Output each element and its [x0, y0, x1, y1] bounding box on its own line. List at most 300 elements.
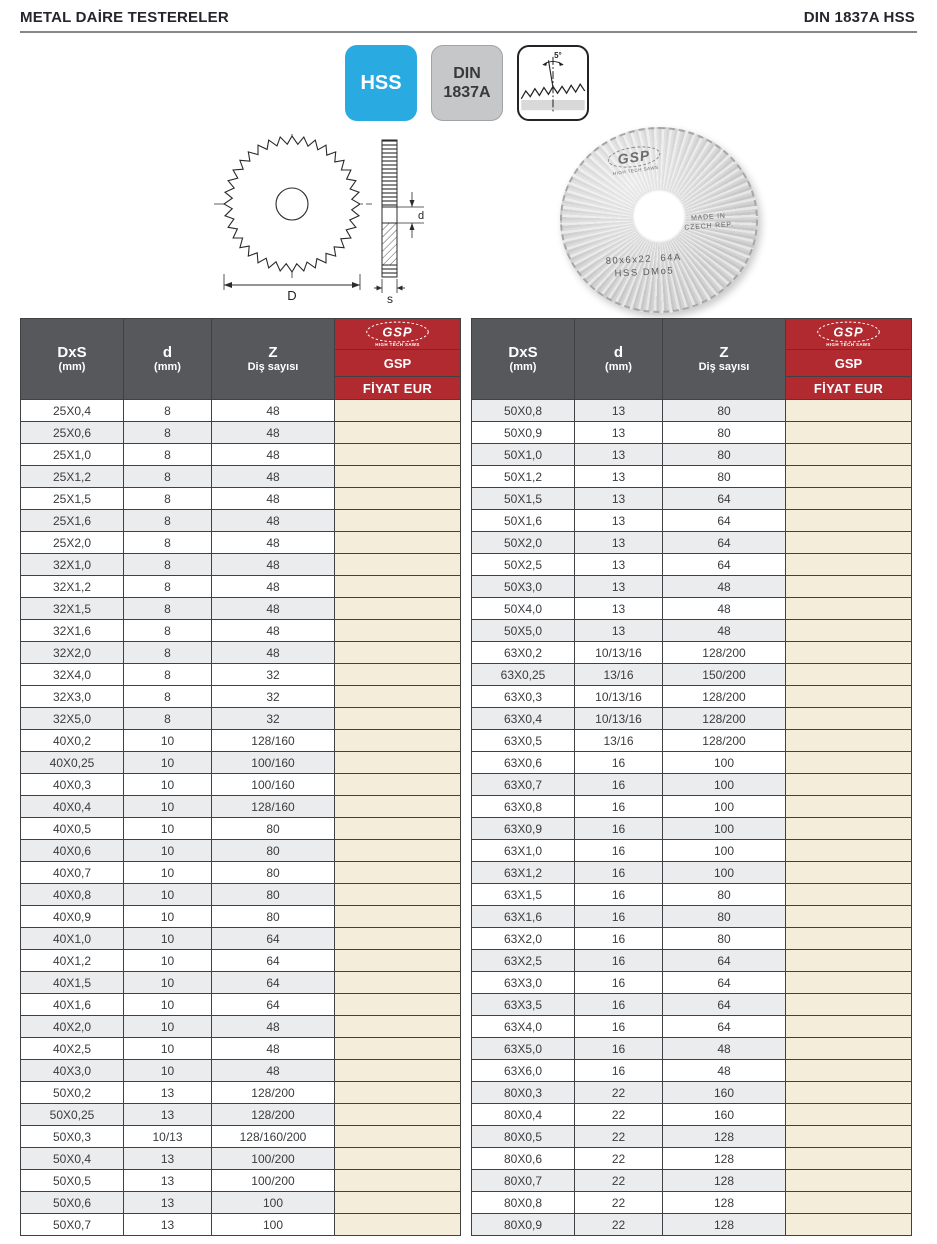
gsp-logo-text: GSP — [606, 143, 661, 170]
dxs-cell: 63X1,2 — [472, 862, 575, 884]
d-cell: 16 — [575, 906, 663, 928]
table-row — [21, 1104, 461, 1126]
dxs-cell: 50X5,0 — [472, 620, 575, 642]
table-row — [472, 1060, 912, 1082]
dxs-cell: 40X0,6 — [21, 840, 124, 862]
dxs-header-unit: (mm) — [509, 361, 537, 373]
z-cell: 64 — [212, 950, 335, 972]
d-cell: 13/16 — [575, 730, 663, 752]
d-cell: 13 — [575, 488, 663, 510]
dxs-cell: 40X0,3 — [21, 774, 124, 796]
table-row — [21, 686, 461, 708]
price-cell — [786, 950, 912, 972]
dxs-cell: 25X0,4 — [21, 400, 124, 422]
dxs-cell: 50X0,3 — [21, 1126, 124, 1148]
size-table-left — [20, 318, 461, 1236]
d-cell: 16 — [575, 972, 663, 994]
z-cell: 48 — [663, 598, 786, 620]
z-cell: 80 — [212, 840, 335, 862]
z-cell: 80 — [212, 906, 335, 928]
col-header-z — [212, 319, 335, 400]
dxs-cell: 40X1,6 — [21, 994, 124, 1016]
gsp-logo-stamp — [606, 143, 662, 176]
size-table-right — [471, 318, 912, 1236]
stamp-subtext: HIGH TECH SAWS — [826, 341, 871, 347]
d-cell: 10/13/16 — [575, 708, 663, 730]
table-row — [472, 730, 912, 752]
col-header-dxs — [21, 319, 124, 400]
z-cell: 80 — [663, 466, 786, 488]
dxs-cell: 63X6,0 — [472, 1060, 575, 1082]
d-cell: 16 — [575, 840, 663, 862]
price-header-cell: FİYAT EUR — [786, 377, 912, 400]
hub-section — [382, 207, 397, 223]
dxs-cell: 32X4,0 — [21, 664, 124, 686]
z-cell: 128/200 — [212, 1104, 335, 1126]
table-row — [472, 928, 912, 950]
brand-header-cell: GSP — [335, 350, 461, 377]
table-row — [472, 862, 912, 884]
dxs-cell: 40X2,0 — [21, 1016, 124, 1038]
d-cell: 10/13 — [124, 1126, 212, 1148]
d-cell: 22 — [575, 1214, 663, 1236]
price-cell — [335, 576, 461, 598]
price-cell — [335, 840, 461, 862]
d-cell: 13 — [124, 1082, 212, 1104]
table-row — [21, 752, 461, 774]
d-cell: 10 — [124, 818, 212, 840]
z-cell: 80 — [212, 884, 335, 906]
d-cell: 10 — [124, 1016, 212, 1038]
dxs-cell: 40X1,2 — [21, 950, 124, 972]
z-cell: 64 — [663, 554, 786, 576]
table-row — [472, 422, 912, 444]
table-row — [21, 1126, 461, 1148]
table-row — [472, 664, 912, 686]
dxs-cell: 63X4,0 — [472, 1016, 575, 1038]
price-cell — [786, 1082, 912, 1104]
z-cell: 80 — [212, 818, 335, 840]
table-row — [472, 400, 912, 422]
dxs-cell: 25X1,5 — [21, 488, 124, 510]
price-cell — [335, 444, 461, 466]
made-in-marking — [683, 211, 734, 232]
price-cell — [786, 1192, 912, 1214]
price-cell — [786, 884, 912, 906]
stamp-subtext: HIGH TECH SAWS — [375, 341, 420, 347]
d-cell: 16 — [575, 752, 663, 774]
dxs-cell: 80X0,6 — [472, 1148, 575, 1170]
z-cell: 48 — [212, 1016, 335, 1038]
dxs-cell: 50X1,5 — [472, 488, 575, 510]
left-table-body — [21, 400, 461, 1236]
z-header-main: Z — [719, 344, 729, 361]
price-cell — [786, 730, 912, 752]
d-arrow-bottom — [410, 223, 415, 230]
d-cell: 8 — [124, 422, 212, 444]
d-cell: 16 — [575, 862, 663, 884]
dxs-header-main: DxS — [57, 344, 87, 361]
table-row — [21, 642, 461, 664]
dim-arrow-left — [224, 282, 232, 288]
header-divider — [20, 31, 917, 33]
dxs-cell: 32X1,2 — [21, 576, 124, 598]
z-cell: 80 — [663, 444, 786, 466]
price-cell — [786, 466, 912, 488]
price-cell — [786, 664, 912, 686]
z-cell: 100 — [212, 1192, 335, 1214]
d-cell: 8 — [124, 532, 212, 554]
dxs-cell: 80X0,9 — [472, 1214, 575, 1236]
price-cell — [335, 884, 461, 906]
z-cell: 128 — [663, 1214, 786, 1236]
z-cell: 48 — [212, 642, 335, 664]
tooth-angle-badge — [517, 45, 589, 121]
d-cell: 8 — [124, 642, 212, 664]
gsp-logo-header-cell — [335, 319, 461, 350]
d-cell: 13 — [575, 400, 663, 422]
dxs-cell: 32X1,5 — [21, 598, 124, 620]
z-cell: 80 — [663, 906, 786, 928]
price-cell — [335, 1170, 461, 1192]
price-cell — [335, 620, 461, 642]
page-title: METAL DAİRE TESTERELER — [20, 9, 229, 26]
z-header-sub: Diş sayısı — [698, 361, 750, 373]
table-row — [21, 444, 461, 466]
d-cell: 10/13/16 — [575, 686, 663, 708]
d-cell: 8 — [124, 488, 212, 510]
spec-size-line: 80x6x22 64A — [605, 252, 683, 267]
z-cell: 128/200 — [663, 642, 786, 664]
d-cell: 13 — [575, 444, 663, 466]
table-row — [21, 576, 461, 598]
price-cell — [335, 708, 461, 730]
price-cell — [335, 862, 461, 884]
z-cell: 100/200 — [212, 1148, 335, 1170]
dxs-cell: 40X0,5 — [21, 818, 124, 840]
price-cell — [335, 642, 461, 664]
gsp-stamp-icon — [335, 320, 460, 348]
dxs-cell: 40X0,8 — [21, 884, 124, 906]
bore-label: d — [418, 210, 425, 222]
price-cell — [786, 686, 912, 708]
d-cell: 13 — [575, 620, 663, 642]
d-header-main: d — [162, 344, 173, 361]
d-cell: 10 — [124, 840, 212, 862]
dxs-cell: 25X0,6 — [21, 422, 124, 444]
price-cell — [335, 730, 461, 752]
price-cell — [786, 1148, 912, 1170]
table-row — [21, 466, 461, 488]
table-row — [472, 642, 912, 664]
z-cell: 48 — [663, 576, 786, 598]
d-cell: 13 — [575, 422, 663, 444]
price-cell — [335, 598, 461, 620]
dxs-cell: 32X1,0 — [21, 554, 124, 576]
table-row — [472, 1214, 912, 1236]
gsp-logo-header-cell — [786, 319, 912, 350]
price-cell — [335, 906, 461, 928]
col-header-d — [124, 319, 212, 400]
hss-badge — [345, 45, 417, 121]
dxs-cell: 40X0,4 — [21, 796, 124, 818]
table-row — [21, 510, 461, 532]
z-cell: 48 — [212, 576, 335, 598]
table-row — [21, 620, 461, 642]
d-header-unit: (mm) — [154, 361, 181, 373]
price-cell — [786, 642, 912, 664]
price-cell — [335, 950, 461, 972]
dxs-cell: 63X0,7 — [472, 774, 575, 796]
rake-line — [548, 60, 553, 87]
price-cell — [335, 1082, 461, 1104]
table-row — [472, 1148, 912, 1170]
d-cell: 13 — [124, 1214, 212, 1236]
d-cell: 22 — [575, 1126, 663, 1148]
d-cell: 8 — [124, 708, 212, 730]
d-cell: 16 — [575, 774, 663, 796]
table-row — [21, 994, 461, 1016]
stamp-text: GSP — [833, 324, 864, 340]
price-cell — [335, 994, 461, 1016]
d-cell: 8 — [124, 576, 212, 598]
dxs-cell: 63X2,0 — [472, 928, 575, 950]
z-cell: 128 — [663, 1148, 786, 1170]
price-cell — [335, 664, 461, 686]
d-cell: 10 — [124, 884, 212, 906]
dxs-cell: 80X0,3 — [472, 1082, 575, 1104]
dxs-cell: 63X0,3 — [472, 686, 575, 708]
table-row — [472, 1170, 912, 1192]
z-cell: 64 — [663, 488, 786, 510]
table-row — [472, 576, 912, 598]
dxs-cell: 63X0,2 — [472, 642, 575, 664]
z-cell: 32 — [212, 664, 335, 686]
d-cell: 22 — [575, 1148, 663, 1170]
d-cell: 8 — [124, 598, 212, 620]
table-row — [21, 950, 461, 972]
dxs-cell: 32X3,0 — [21, 686, 124, 708]
hss-badge-label: HSS — [360, 71, 402, 94]
price-cell — [335, 466, 461, 488]
badge-row — [345, 45, 589, 121]
price-cell — [335, 1016, 461, 1038]
table-row — [472, 906, 912, 928]
price-cell — [786, 774, 912, 796]
z-cell: 128 — [663, 1126, 786, 1148]
d-cell: 8 — [124, 400, 212, 422]
z-cell: 64 — [663, 532, 786, 554]
dxs-cell: 32X5,0 — [21, 708, 124, 730]
d-cell: 22 — [575, 1082, 663, 1104]
table-row — [21, 1148, 461, 1170]
blade-edge-section — [382, 140, 397, 207]
z-cell: 100 — [663, 862, 786, 884]
din-badge-line1: DIN — [453, 65, 481, 82]
made-in-line1: MADE IN — [690, 212, 727, 223]
table-row — [472, 752, 912, 774]
z-cell: 128 — [663, 1170, 786, 1192]
z-cell: 48 — [212, 554, 335, 576]
diameter-label: D — [287, 288, 297, 302]
z-cell: 48 — [212, 400, 335, 422]
z-cell: 100/200 — [212, 1170, 335, 1192]
price-cell — [786, 620, 912, 642]
table-row — [472, 1082, 912, 1104]
z-cell: 80 — [212, 862, 335, 884]
din-badge-line2: 1837A — [443, 84, 491, 101]
d-cell: 10 — [124, 774, 212, 796]
table-row — [21, 1082, 461, 1104]
table-row — [472, 994, 912, 1016]
d-cell: 13 — [124, 1104, 212, 1126]
z-cell: 48 — [663, 1038, 786, 1060]
price-cell — [786, 1214, 912, 1236]
d-cell: 13 — [575, 598, 663, 620]
price-cell — [786, 400, 912, 422]
d-cell: 16 — [575, 928, 663, 950]
table-row — [21, 818, 461, 840]
dxs-cell: 40X0,2 — [21, 730, 124, 752]
price-cell — [335, 1214, 461, 1236]
table-row — [472, 708, 912, 730]
dxs-cell: 63X3,0 — [472, 972, 575, 994]
price-cell — [786, 796, 912, 818]
d-cell: 16 — [575, 1060, 663, 1082]
price-cell — [335, 972, 461, 994]
price-cell — [786, 1126, 912, 1148]
d-cell: 16 — [575, 994, 663, 1016]
s-arrow-left — [377, 286, 383, 291]
d-cell: 10 — [124, 752, 212, 774]
z-cell: 100 — [663, 796, 786, 818]
dxs-cell: 63X0,5 — [472, 730, 575, 752]
z-cell: 100 — [663, 752, 786, 774]
d-cell: 16 — [575, 950, 663, 972]
price-cell — [786, 708, 912, 730]
price-cell — [786, 928, 912, 950]
table-row — [472, 796, 912, 818]
stamp-text: GSP — [382, 324, 413, 340]
col-header-d — [575, 319, 663, 400]
d-cell: 13 — [575, 554, 663, 576]
center-hole — [276, 188, 308, 220]
blade-spec-marking — [605, 251, 682, 281]
dxs-cell: 50X0,25 — [21, 1104, 124, 1126]
price-cell — [786, 994, 912, 1016]
table-row — [21, 664, 461, 686]
z-cell: 48 — [212, 1060, 335, 1082]
price-cell — [335, 1038, 461, 1060]
table-row — [21, 400, 461, 422]
price-cell — [786, 576, 912, 598]
dxs-cell: 50X2,0 — [472, 532, 575, 554]
z-header-main: Z — [268, 344, 278, 361]
dxs-cell: 40X0,7 — [21, 862, 124, 884]
dxs-cell: 40X0,9 — [21, 906, 124, 928]
price-cell — [335, 796, 461, 818]
price-cell — [335, 774, 461, 796]
dxs-cell: 25X2,0 — [21, 532, 124, 554]
price-cell — [335, 1104, 461, 1126]
price-cell — [335, 1060, 461, 1082]
table-row — [472, 1038, 912, 1060]
price-cell — [335, 400, 461, 422]
dxs-header-unit: (mm) — [58, 361, 86, 373]
dxs-cell: 40X2,5 — [21, 1038, 124, 1060]
z-cell: 64 — [212, 994, 335, 1016]
dxs-cell: 63X3,5 — [472, 994, 575, 1016]
price-cell — [786, 444, 912, 466]
table-row — [472, 884, 912, 906]
z-cell: 100/160 — [212, 774, 335, 796]
dxs-cell: 80X0,8 — [472, 1192, 575, 1214]
din-1837a-badge — [431, 45, 503, 121]
z-cell: 128/200 — [663, 686, 786, 708]
arc-arrow-right — [559, 61, 564, 66]
z-cell: 48 — [212, 620, 335, 642]
z-cell: 64 — [663, 994, 786, 1016]
price-cell — [786, 972, 912, 994]
table-row — [472, 598, 912, 620]
dxs-cell: 63X0,9 — [472, 818, 575, 840]
dxs-cell: 40X3,0 — [21, 1060, 124, 1082]
table-row — [472, 510, 912, 532]
table-row — [472, 554, 912, 576]
dxs-cell: 80X0,5 — [472, 1126, 575, 1148]
table-row — [21, 1170, 461, 1192]
dxs-cell: 40X1,5 — [21, 972, 124, 994]
saw-front-view-diagram — [212, 132, 377, 302]
d-cell: 16 — [575, 1038, 663, 1060]
price-cell — [786, 1104, 912, 1126]
z-cell: 64 — [663, 972, 786, 994]
d-cell: 22 — [575, 1104, 663, 1126]
table-row — [21, 532, 461, 554]
d-cell: 13 — [575, 532, 663, 554]
z-cell: 128/200 — [212, 1082, 335, 1104]
z-cell: 128/200 — [663, 730, 786, 752]
saw-side-view-diagram — [374, 132, 430, 304]
thickness-label: s — [387, 292, 393, 304]
table-row — [21, 1192, 461, 1214]
body-hatched-section — [382, 223, 397, 265]
d-cell: 10 — [124, 906, 212, 928]
dxs-cell: 50X0,9 — [472, 422, 575, 444]
table-row — [21, 1038, 461, 1060]
table-row — [21, 906, 461, 928]
d-cell: 13/16 — [575, 664, 663, 686]
z-cell: 48 — [212, 1038, 335, 1060]
s-arrow-right — [397, 286, 403, 291]
z-cell: 128/160/200 — [212, 1126, 335, 1148]
blade-center-hole — [632, 189, 686, 243]
made-in-line2: CZECH REP. — [684, 221, 734, 232]
d-cell: 13 — [124, 1148, 212, 1170]
col-header-dxs — [472, 319, 575, 400]
table-row — [21, 928, 461, 950]
z-cell: 48 — [212, 466, 335, 488]
dxs-cell: 50X1,6 — [472, 510, 575, 532]
z-cell: 100 — [663, 774, 786, 796]
table-row — [472, 774, 912, 796]
table-row — [472, 488, 912, 510]
z-cell: 128/160 — [212, 796, 335, 818]
table-row — [21, 884, 461, 906]
d-cell: 13 — [575, 510, 663, 532]
d-cell: 10 — [124, 796, 212, 818]
table-row — [472, 1192, 912, 1214]
